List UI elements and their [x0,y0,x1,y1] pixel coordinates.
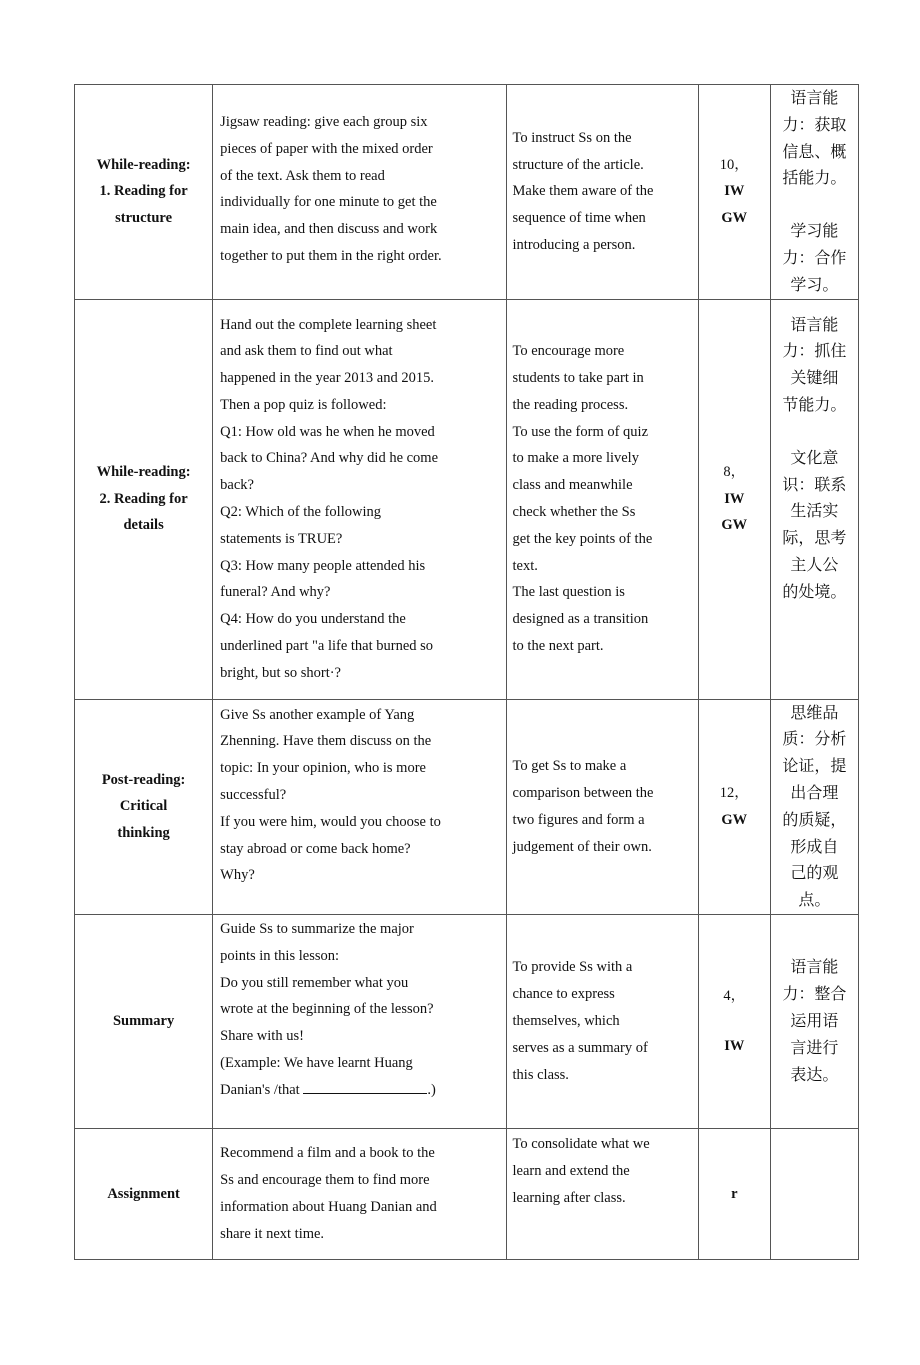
activity-line: pieces of paper with the mixed order [220,140,433,157]
competency-line: 表达。 [790,1064,839,1084]
purpose-line: this class. [512,1066,569,1083]
activity-line-suffix: .) [427,1081,436,1098]
activity-cell [213,699,506,914]
competency-line: 识：联系 [782,474,847,494]
competency-line: 节能力。 [782,394,847,414]
competency-line: 信息、概 [782,141,847,161]
competency-line: 力：合作 [782,247,847,267]
purpose-line: To provide Ss with a [512,959,633,976]
purpose-line: two figures and form a [512,811,645,828]
paragraph-gap [779,192,850,218]
purpose-line: get the key points of the [512,530,653,547]
purpose-line: to make a more lively [512,450,639,467]
competency-line: 文化意 [790,447,839,467]
activity-line-prefix: Danian's /that [220,1081,304,1098]
stage-cell [75,699,213,914]
stage-line: While-reading: [96,463,191,480]
purpose-line: the reading process. [512,396,629,413]
activity-line: underlined part "a life that burned so [220,638,434,655]
competency-line: 语言能 [790,314,839,334]
paragraph-gap [779,419,850,445]
purpose-line: The last question is [512,584,625,601]
work-mode: r [731,1185,738,1202]
purpose-line: introducing a person. [512,236,636,253]
time-cell [698,299,770,699]
table-row-while-reading-structure [75,85,859,300]
purpose-line: To get Ss to make a [512,758,627,775]
activity-line: share it next time. [220,1225,325,1242]
activity-line: back? [220,477,254,494]
activity-line: statements is TRUE? [220,530,343,547]
time-cell [698,1128,770,1259]
competency-line: 质：分析 [782,729,847,749]
activity-line: Hand out the complete learning sheet [220,316,437,333]
activity-line: Do you still remember what you [220,974,409,991]
activity-line: happened in the year 2013 and 2015. [220,370,434,387]
purpose-line: class and meanwhile [512,477,633,494]
work-mode: GW [721,811,748,828]
activity-line: individually for one minute to get the [220,194,437,211]
activity-line: Q1: How old was he when he moved [220,423,435,440]
activity-line: main idea, and then discuss and work [220,221,438,238]
competency-line: 关键细 [790,368,839,388]
competency-line: 形成自 [790,836,839,856]
activity-line: stay abroad or come back home? [220,840,411,857]
competency-line: 的质疑， [782,809,847,829]
time-cell [698,914,770,1128]
work-mode: IW [724,1038,745,1055]
competency-line: 力：获取 [782,114,847,134]
stage-line: thinking [117,825,170,842]
stage-cell [75,914,213,1128]
stage-line: 1. Reading for [99,183,188,200]
purpose-line: designed as a transition [512,611,649,628]
competency-line: 际，思考 [782,528,847,548]
competency-line: 的处境。 [782,581,847,601]
activity-line: If you were him, would you choose to [220,813,441,830]
work-mode: IW [724,490,745,507]
purpose-cell [506,299,698,699]
competency-line: 生活实 [790,501,839,521]
table-row-while-reading-details [75,299,859,699]
activity-cell [213,299,506,699]
activity-line: information about Huang Danian and [220,1198,437,1215]
competency-line: 主人公 [790,554,839,574]
competency-line: 运用语 [790,1011,839,1031]
purpose-line: text. [512,557,538,574]
time-minutes: 8， [723,463,746,480]
stage-line: Assignment [107,1185,180,1202]
activity-line: bright, but so short·? [220,664,341,681]
competency-line: 括能力。 [782,168,847,188]
competency-cell [770,85,858,300]
competency-line: 点。 [798,890,831,910]
activity-line: topic: In your opinion, who is more [220,760,426,777]
activity-line: successful? [220,786,287,803]
stage-line: structure [115,210,173,227]
activity-line: Why? [220,867,255,884]
activity-line: and ask them to find out what [220,343,393,360]
purpose-line: To use the form of quiz [512,423,649,440]
purpose-line: To consolidate what we [512,1135,650,1152]
purpose-line: chance to express [512,986,615,1003]
competency-cell [770,914,858,1128]
competency-line: 言进行 [790,1037,839,1057]
purpose-line: learn and extend the [512,1162,630,1179]
work-mode: IW [724,183,745,200]
competency-line: 语言能 [790,957,839,977]
purpose-line: To encourage more [512,343,625,360]
stage-cell [75,1128,213,1259]
purpose-line: learning after class. [512,1189,626,1206]
competency-line: 语言能 [790,88,839,107]
competency-cell [770,299,858,699]
activity-line: of the text. Ask them to read [220,167,385,184]
stage-line: While-reading: [96,156,191,173]
time-minutes: 12， [719,784,749,801]
time-minutes: 4， [723,987,746,1004]
purpose-cell [506,1128,698,1259]
stage-cell [75,299,213,699]
activity-line: Q2: Which of the following [220,504,381,521]
activity-line: Ss and encourage them to find more [220,1172,430,1189]
purpose-line: structure of the article. [512,156,644,173]
fill-in-blank [303,1079,427,1094]
competency-line: 学习能 [790,221,839,241]
activity-line: Give Ss another example of Yang [220,706,415,723]
activity-line: Q3: How many people attended his [220,557,426,574]
stage-cell [75,85,213,300]
work-mode: GW [721,210,748,227]
stage-line: Summary [112,1013,175,1030]
stage-line: Post-reading: [101,771,186,788]
purpose-line: comparison between the [512,784,654,801]
time-cell [698,85,770,300]
purpose-line: to the next part. [512,638,604,655]
stage-line: Critical [119,798,168,815]
competency-line: 出合理 [790,782,839,802]
activity-line: Then a pop quiz is followed: [220,396,387,413]
purpose-line: Make them aware of the [512,183,654,200]
table-row-assignment [75,1128,859,1259]
purpose-cell [506,914,698,1128]
purpose-line: students to take part in [512,370,644,387]
activity-line: points in this lesson: [220,947,340,964]
activity-line: wrote at the beginning of the lesson? [220,1001,434,1018]
activity-line: Guide Ss to summarize the major [220,920,414,937]
activity-line: Share with us! [220,1028,304,1045]
activity-line-with-blank [220,1077,499,1104]
activity-line: Zhenning. Have them discuss on the [220,733,432,750]
activity-line: together to put them in the right order. [220,247,442,264]
stage-line: details [123,517,164,534]
time-cell [698,699,770,914]
purpose-line: sequence of time when [512,210,646,227]
competency-cell [770,1128,858,1259]
competency-cell [770,699,858,914]
purpose-line: themselves, which [512,1013,620,1030]
activity-line: Q4: How do you understand the [220,611,406,628]
lesson-plan-table [74,84,859,1260]
time-minutes: 10， [719,156,749,173]
competency-line: 思维品 [790,702,839,722]
activity-line: (Example: We have learnt Huang [220,1054,413,1071]
work-mode: GW [721,517,748,534]
purpose-cell [506,85,698,300]
activity-cell [213,85,506,300]
competency-line: 力：抓住 [782,341,847,361]
purpose-line: To instruct Ss on the [512,129,632,146]
purpose-line: check whether the Ss [512,504,636,521]
table-row-post-reading [75,699,859,914]
purpose-cell [506,699,698,914]
activity-line: funeral? And why? [220,584,331,601]
purpose-line: judgement of their own. [512,838,652,855]
table-row-summary [75,914,859,1128]
competency-line: 学习。 [790,274,839,294]
competency-line: 己的观 [790,863,839,883]
activity-line: Recommend a film and a book to the [220,1145,435,1162]
stage-line: 2. Reading for [99,490,188,507]
competency-line: 论证，提 [782,756,847,776]
activity-line: Jigsaw reading: give each group six [220,114,428,130]
activity-cell [213,1128,506,1259]
purpose-line: serves as a summary of [512,1039,648,1056]
lesson-plan-body [75,85,859,1260]
activity-cell [213,914,506,1128]
competency-line: 力：整合 [782,984,847,1004]
activity-line: back to China? And why did he come [220,450,439,467]
